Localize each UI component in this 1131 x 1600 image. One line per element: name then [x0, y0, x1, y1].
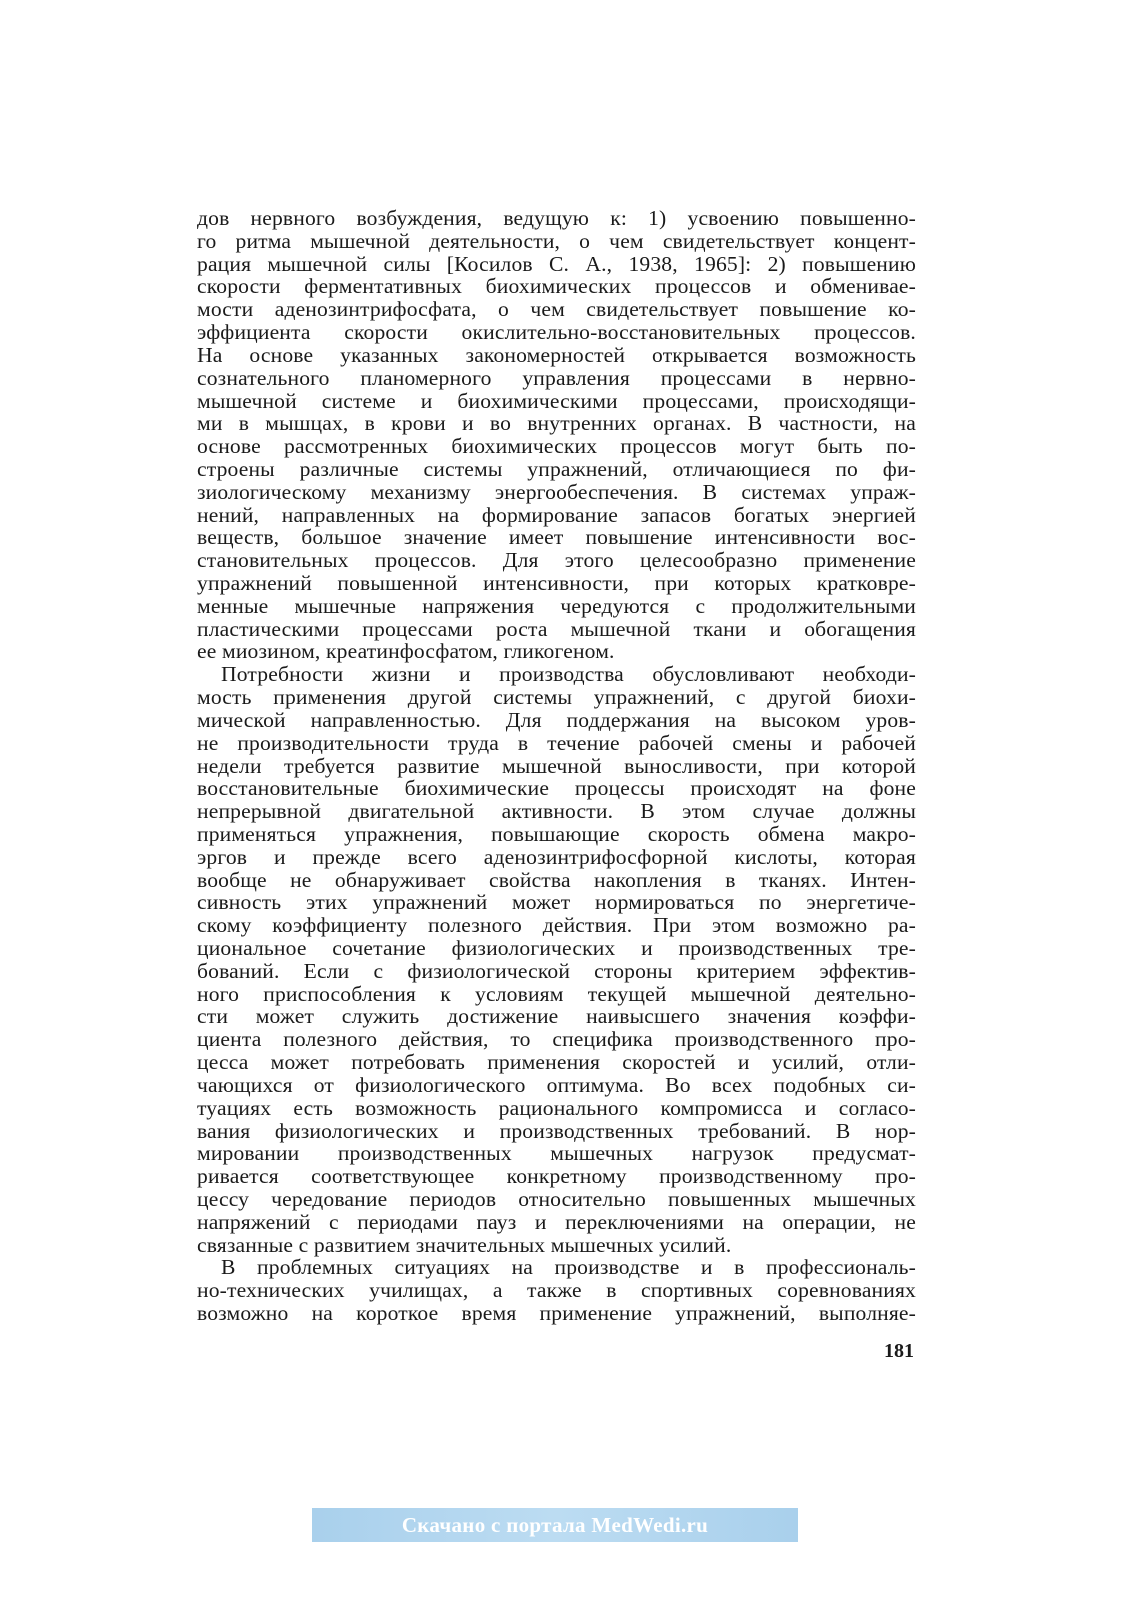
- text-line: зиологическому механизму энергообеспечения. В системах упраж-: [197, 479, 916, 504]
- text-line: возможно на короткое время применение упражнений, выполняе-: [197, 1301, 916, 1325]
- page-number: 181: [884, 1340, 914, 1362]
- text-line: нений, направленных на формирование запасов богатых энергией: [197, 502, 916, 527]
- text-line: применяться упражнения, повышающие скорость обмена макро-: [197, 821, 916, 846]
- text-line: не производительности труда в течение рабочей смены и рабочей: [197, 730, 916, 755]
- text-line: цессу чередование периодов относительно повышенных мышечных: [197, 1186, 916, 1211]
- paragraph: [197, 207, 916, 663]
- text-line: Потребности жизни и производства обусловливают необходи-: [221, 662, 916, 687]
- text-line: скорости ферментативных биохимических процессов и обменивае-: [197, 274, 916, 299]
- paragraph: [197, 663, 916, 1256]
- text-line: эффициента скорости окислительно-восстановительных процессов.: [197, 320, 916, 345]
- text-line: мость применения другой системы упражнений, с другой биохи-: [197, 685, 916, 710]
- text-line: основе рассмотренных биохимических процессов могут быть по-: [197, 434, 916, 459]
- text-line: дов нервного возбуждения, ведущую к: 1) усвоению повышенно-: [197, 206, 916, 230]
- download-source-banner[interactable]: Скачано с портала MedWedi.ru: [312, 1508, 798, 1542]
- text-line: сти может служить достижение наивысшего значения коэффи-: [197, 1004, 916, 1029]
- text-line: ее миозином, креатинфосфатом, гликогеном.: [197, 639, 615, 664]
- text-line: мости аденозинтрифосфата, о чем свидетельствует повышение ко-: [197, 297, 916, 322]
- text-line: напряжений с периодами пауз и переключениями на операции, не: [197, 1209, 916, 1234]
- text-line: циональное сочетание физиологических и производственных тре-: [197, 936, 916, 960]
- text-line: скому коэффициенту полезного действия. При этом возможно ра-: [197, 913, 916, 938]
- text-line: менные мышечные напряжения чередуются с продолжительными: [197, 593, 916, 618]
- text-line: ми в мышцах, в крови и во внутренних органах. В частности, на: [197, 411, 916, 436]
- text-line: цесса может потребовать применения скоростей и усилий, отли-: [197, 1050, 916, 1075]
- text-line: мировании производственных мышечных нагрузок предусмат-: [197, 1141, 916, 1166]
- text-line: пластическими процессами роста мышечной ткани и обогащения: [197, 616, 916, 641]
- text-line: рация мышечной силы [Косилов С. А., 1938, 1965]: 2) повышению: [197, 251, 916, 276]
- text-line: В проблемных ситуациях на производстве и в профессиональ-: [221, 1255, 916, 1280]
- text-line: сивность этих упражнений может нормироваться по энергетиче-: [197, 890, 916, 915]
- text-line: упражнений повышенной интенсивности, при которых кратковре-: [197, 571, 916, 595]
- paragraph: [197, 1256, 916, 1324]
- text-line: бований. Если с физиологической стороны критерием эффектив-: [197, 958, 916, 983]
- text-line: го ритма мышечной деятельности, о чем свидетельствует концент-: [197, 228, 916, 253]
- text-line: циента полезного действия, то специфика производственного про-: [197, 1027, 916, 1052]
- text-line: эргов и прежде всего аденозинтрифосфорной кислоты, которая: [197, 844, 916, 869]
- text-line: восстановительные биохимические процессы происходят на фоне: [197, 776, 916, 801]
- text-line: На основе указанных закономерностей открывается возможность: [197, 342, 916, 367]
- text-line: веществ, большое значение имеет повышение интенсивности вос-: [197, 525, 916, 550]
- text-line: чающихся от физиологического оптимума. Во всех подобных си-: [197, 1072, 916, 1097]
- text-line: сознательного планомерного управления процессами в нервно-: [197, 365, 916, 390]
- text-line: ривается соответствующее конкретному производственному про-: [197, 1164, 916, 1189]
- text-line: мической направленностью. Для поддержания на высоком уров-: [197, 707, 916, 732]
- body-text: [197, 207, 916, 1325]
- text-line: становительных процессов. Для этого целесообразно применение: [197, 548, 916, 573]
- text-line: мышечной системе и биохимическими процессами, происходящи-: [197, 388, 916, 413]
- text-line: связанные с развитием значительных мышечных усилий.: [197, 1232, 732, 1257]
- text-line: вообще не обнаруживает свойства накопления в тканях. Интен-: [197, 867, 916, 892]
- text-line: непрерывной двигательной активности. В этом случае должны: [197, 799, 916, 824]
- text-line: вания физиологических и производственных требований. В нор-: [197, 1118, 916, 1143]
- text-line: недели требуется развитие мышечной выносливости, при которой: [197, 753, 916, 778]
- text-line: ного приспособления к условиям текущей мышечной деятельно-: [197, 981, 916, 1006]
- text-line: но-технических училищах, а также в спортивных соревнованиях: [197, 1278, 916, 1303]
- text-line: туациях есть возможность рационального компромисса и согласо-: [197, 1095, 916, 1120]
- text-line: строены различные системы упражнений, отличающиеся по фи-: [197, 456, 916, 481]
